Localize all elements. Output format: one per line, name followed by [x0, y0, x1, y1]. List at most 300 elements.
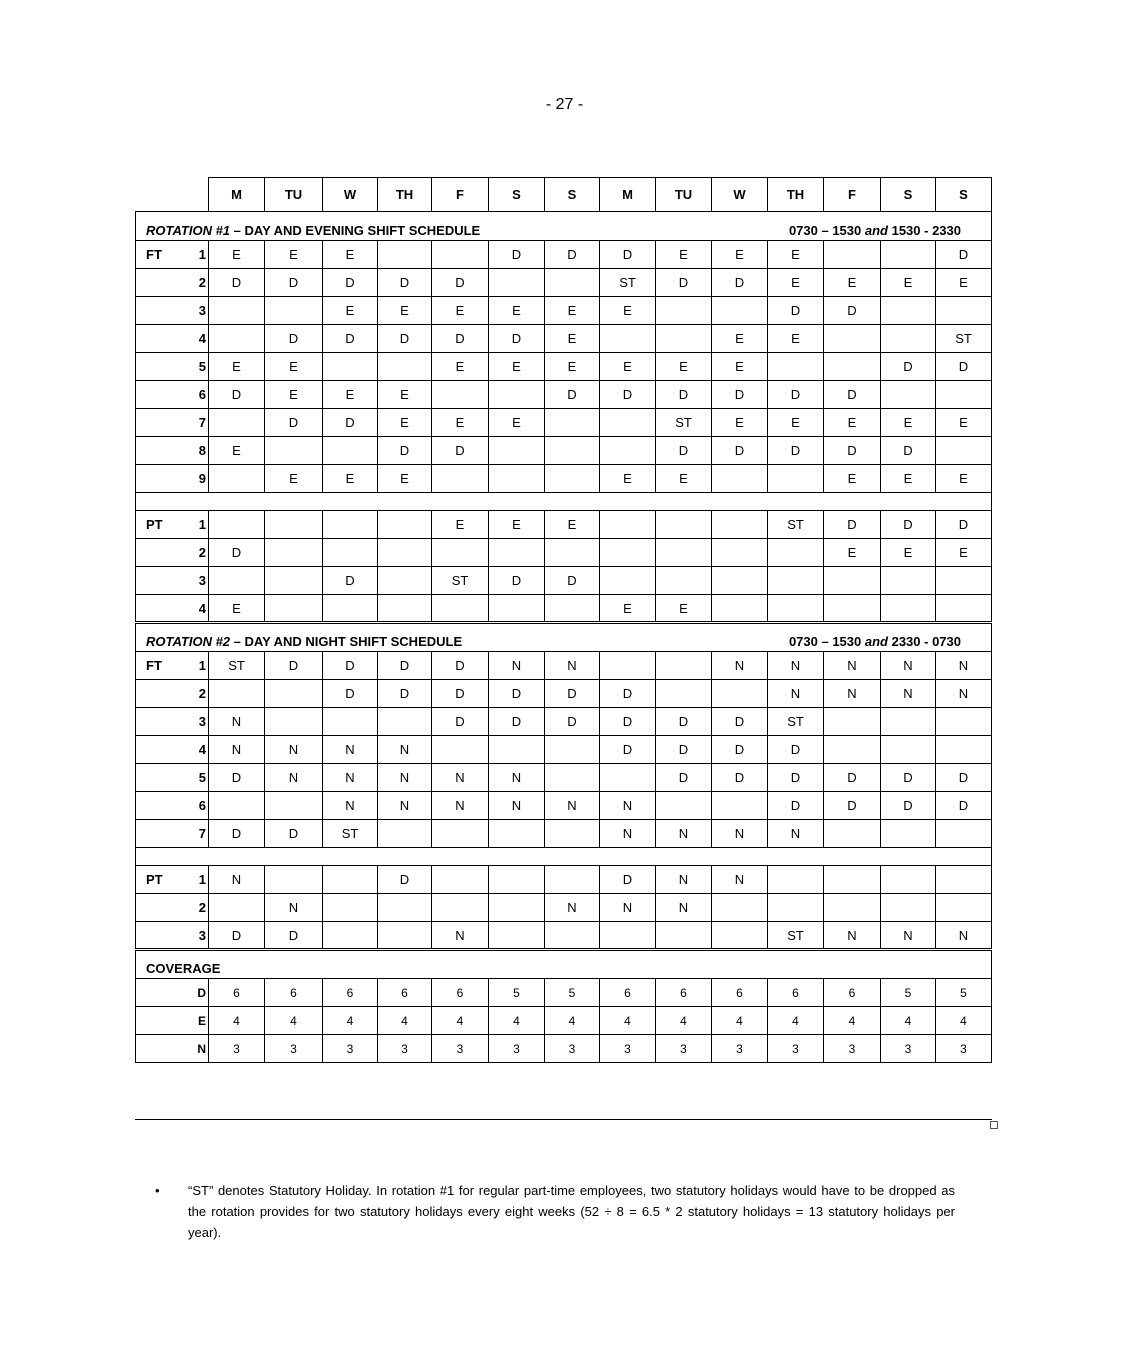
shift-cell: N: [209, 736, 265, 764]
coverage-cell: 6: [712, 979, 768, 1007]
shift-cell: ST: [209, 652, 265, 680]
shift-cell: [323, 595, 378, 623]
shift-cell: D: [209, 922, 265, 950]
shift-cell: [265, 792, 323, 820]
shift-cell: [656, 539, 712, 567]
footnote: [155, 1180, 955, 1243]
shift-cell: [209, 680, 265, 708]
shift-cell: E: [712, 325, 768, 353]
shift-cell: [824, 736, 881, 764]
shift-cell: E: [881, 269, 936, 297]
shift-cell: E: [600, 595, 656, 623]
coverage-cell: 6: [768, 979, 824, 1007]
row-number: 8: [198, 443, 206, 458]
shift-cell: [768, 353, 824, 381]
schedule-row: [136, 437, 992, 465]
shift-cell: E: [656, 465, 712, 493]
shift-cell: [656, 567, 712, 595]
coverage-cell: 4: [265, 1007, 323, 1035]
footnote-text: “ST” denotes Statutory Holiday. In rotation #1 for regular part-time employees, two statutory holidays would have to be dropped as the rotation provides for two statutory holidays every eight weeks (52 ÷ 8 = 6.5 * 2 statutory holidays = 13 statutory holidays per year).: [188, 1183, 955, 1240]
group-label: PT: [146, 872, 163, 887]
coverage-cell: 3: [209, 1035, 265, 1063]
day-header: TH: [768, 178, 824, 212]
shift-cell: [378, 511, 432, 539]
shift-cell: D: [768, 792, 824, 820]
row-label: [136, 764, 209, 792]
shift-cell: [489, 465, 545, 493]
shift-cell: D: [824, 511, 881, 539]
shift-cell: N: [712, 866, 768, 894]
shift-cell: ST: [432, 567, 489, 595]
row-number: 3: [198, 714, 206, 729]
shift-cell: E: [656, 595, 712, 623]
coverage-cell: 4: [432, 1007, 489, 1035]
shift-cell: [545, 922, 600, 950]
shift-cell: [432, 866, 489, 894]
coverage-cell: 6: [209, 979, 265, 1007]
shift-cell: [824, 241, 881, 269]
shift-cell: [489, 595, 545, 623]
shift-cell: N: [936, 680, 992, 708]
shift-cell: E: [545, 297, 600, 325]
row-number: 5: [198, 359, 206, 374]
shift-cell: N: [656, 820, 712, 848]
coverage-cell: 3: [656, 1035, 712, 1063]
shift-cell: [768, 866, 824, 894]
shift-cell: [489, 922, 545, 950]
shift-cell: D: [265, 652, 323, 680]
coverage-title-row: [136, 950, 992, 979]
shift-cell: E: [323, 465, 378, 493]
coverage-cell: 6: [432, 979, 489, 1007]
shift-cell: [265, 595, 323, 623]
day-header: TU: [265, 178, 323, 212]
shift-cell: [936, 595, 992, 623]
shift-cell: [881, 820, 936, 848]
shift-cell: [432, 820, 489, 848]
shift-cell: E: [656, 353, 712, 381]
shift-cell: E: [881, 409, 936, 437]
row-label: [136, 1007, 209, 1035]
coverage-cell: 4: [545, 1007, 600, 1035]
coverage-cell: 4: [768, 1007, 824, 1035]
shift-cell: [824, 567, 881, 595]
shift-cell: [323, 708, 378, 736]
hours-start: 0730 – 1530: [788, 634, 865, 649]
shift-cell: [545, 866, 600, 894]
coverage-cell: 3: [712, 1035, 768, 1063]
shift-cell: E: [265, 381, 323, 409]
shift-cell: N: [432, 792, 489, 820]
row-label: [136, 511, 209, 539]
shift-cell: D: [378, 269, 432, 297]
shift-cell: [209, 297, 265, 325]
shift-cell: N: [545, 792, 600, 820]
shift-cell: N: [712, 820, 768, 848]
shift-cell: [936, 437, 992, 465]
row-number: 4: [198, 742, 206, 757]
shift-cell: D: [768, 297, 824, 325]
day-header: S: [489, 178, 545, 212]
shift-cell: [936, 894, 992, 922]
row-label: [136, 1035, 209, 1063]
shift-cell: D: [489, 680, 545, 708]
shift-cell: D: [936, 241, 992, 269]
shift-cell: N: [432, 922, 489, 950]
shift-cell: [545, 539, 600, 567]
shift-cell: [209, 465, 265, 493]
shift-cell: D: [378, 866, 432, 894]
shift-cell: D: [881, 511, 936, 539]
hours-and: and: [864, 634, 888, 649]
shift-cell: E: [489, 297, 545, 325]
shift-cell: D: [824, 297, 881, 325]
rotation-hours: [789, 634, 961, 649]
shift-cell: N: [378, 764, 432, 792]
shift-cell: D: [209, 820, 265, 848]
row-label: [136, 353, 209, 381]
coverage-cell: 6: [378, 979, 432, 1007]
shift-cell: [545, 409, 600, 437]
shift-cell: [378, 567, 432, 595]
shift-cell: D: [489, 325, 545, 353]
shift-cell: ST: [768, 511, 824, 539]
shift-cell: [936, 866, 992, 894]
shift-cell: D: [432, 325, 489, 353]
shift-cell: N: [432, 764, 489, 792]
shift-cell: D: [489, 708, 545, 736]
shift-cell: [824, 353, 881, 381]
shift-cell: N: [881, 922, 936, 950]
shift-cell: N: [489, 652, 545, 680]
shift-cell: [712, 894, 768, 922]
shift-cell: ST: [323, 820, 378, 848]
shift-schedule-table: [135, 177, 992, 1063]
schedule-row: [136, 792, 992, 820]
shift-cell: [881, 297, 936, 325]
row-number: 3: [198, 573, 206, 588]
shift-cell: [323, 866, 378, 894]
row-label: [136, 241, 209, 269]
schedule-row: [136, 922, 992, 950]
shift-cell: N: [323, 736, 378, 764]
shift-cell: [378, 595, 432, 623]
shift-cell: [265, 680, 323, 708]
row-number: 1: [198, 247, 206, 262]
coverage-cell: 6: [265, 979, 323, 1007]
shift-cell: [323, 353, 378, 381]
shift-cell: E: [323, 241, 378, 269]
row-label: [136, 539, 209, 567]
row-label: [136, 708, 209, 736]
shift-cell: E: [432, 353, 489, 381]
shift-cell: [489, 437, 545, 465]
row-number: 9: [198, 471, 206, 486]
shift-cell: [209, 567, 265, 595]
shift-cell: E: [432, 297, 489, 325]
coverage-row: [136, 1007, 992, 1035]
shift-cell: E: [712, 241, 768, 269]
shift-cell: [712, 792, 768, 820]
shift-cell: [881, 866, 936, 894]
shift-cell: D: [824, 764, 881, 792]
shift-cell: D: [323, 567, 378, 595]
shift-cell: [881, 708, 936, 736]
shift-cell: D: [768, 381, 824, 409]
shift-cell: E: [936, 465, 992, 493]
shift-cell: [712, 680, 768, 708]
shift-cell: [712, 922, 768, 950]
rotation-label: ROTATION #2: [146, 634, 231, 649]
shift-cell: [432, 736, 489, 764]
shift-cell: E: [489, 511, 545, 539]
shift-cell: N: [489, 792, 545, 820]
shift-cell: D: [323, 680, 378, 708]
shift-cell: N: [881, 680, 936, 708]
shift-cell: [545, 465, 600, 493]
shift-cell: D: [712, 764, 768, 792]
shift-cell: [378, 539, 432, 567]
day-header: S: [545, 178, 600, 212]
row-label: [136, 381, 209, 409]
shift-cell: [489, 894, 545, 922]
coverage-cell: 4: [489, 1007, 545, 1035]
shift-cell: N: [265, 736, 323, 764]
shift-cell: [432, 539, 489, 567]
shift-cell: E: [489, 353, 545, 381]
shift-cell: E: [323, 381, 378, 409]
shift-cell: ST: [600, 269, 656, 297]
coverage-cell: 3: [378, 1035, 432, 1063]
shift-cell: [600, 652, 656, 680]
schedule-row: [136, 353, 992, 381]
coverage-shift: N: [197, 1041, 206, 1056]
shift-cell: N: [936, 652, 992, 680]
shift-cell: D: [489, 567, 545, 595]
shift-cell: D: [712, 269, 768, 297]
shift-cell: N: [209, 708, 265, 736]
hours-end: 2330 - 0730: [887, 634, 961, 649]
row-number: 2: [198, 900, 206, 915]
shift-cell: [545, 437, 600, 465]
shift-cell: N: [600, 792, 656, 820]
row-number: 2: [198, 686, 206, 701]
schedule-row: [136, 409, 992, 437]
shift-cell: E: [545, 353, 600, 381]
row-label: [136, 680, 209, 708]
shift-cell: D: [432, 680, 489, 708]
shift-cell: [432, 241, 489, 269]
shift-cell: [656, 652, 712, 680]
shift-cell: E: [545, 325, 600, 353]
shift-cell: E: [600, 297, 656, 325]
shift-cell: [881, 241, 936, 269]
shift-cell: [209, 894, 265, 922]
shift-cell: D: [600, 736, 656, 764]
row-label: [136, 652, 209, 680]
coverage-cell: 3: [265, 1035, 323, 1063]
shift-cell: [600, 409, 656, 437]
shift-cell: [881, 325, 936, 353]
schedule-row: [136, 820, 992, 848]
shift-cell: D: [378, 680, 432, 708]
shift-cell: N: [545, 894, 600, 922]
shift-cell: E: [768, 409, 824, 437]
shift-cell: D: [824, 437, 881, 465]
row-number: 6: [198, 798, 206, 813]
shift-cell: D: [209, 539, 265, 567]
row-label: [136, 437, 209, 465]
day-header-row: [136, 178, 992, 212]
row-number: 7: [198, 415, 206, 430]
hours-and: and: [864, 223, 888, 238]
shift-cell: E: [824, 269, 881, 297]
shift-cell: D: [881, 353, 936, 381]
shift-cell: E: [824, 409, 881, 437]
shift-cell: [768, 567, 824, 595]
row-number: 4: [198, 600, 206, 616]
shift-cell: E: [378, 297, 432, 325]
group-label: PT: [146, 517, 163, 532]
shift-cell: N: [600, 894, 656, 922]
shift-cell: E: [209, 241, 265, 269]
schedule-row: [136, 567, 992, 595]
shift-cell: D: [378, 325, 432, 353]
row-label: [136, 595, 209, 623]
row-number: 5: [198, 770, 206, 785]
shift-cell: E: [209, 437, 265, 465]
shift-cell: D: [489, 241, 545, 269]
day-header: S: [936, 178, 992, 212]
shift-cell: [824, 820, 881, 848]
shift-cell: D: [712, 437, 768, 465]
shift-cell: [323, 922, 378, 950]
shift-cell: [881, 567, 936, 595]
shift-cell: [378, 820, 432, 848]
shift-cell: [768, 539, 824, 567]
shift-cell: [656, 297, 712, 325]
coverage-cell: 5: [545, 979, 600, 1007]
shift-cell: E: [209, 353, 265, 381]
shift-cell: D: [209, 381, 265, 409]
coverage-cell: 4: [936, 1007, 992, 1035]
shift-cell: D: [881, 792, 936, 820]
row-label: [136, 325, 209, 353]
shift-cell: E: [489, 409, 545, 437]
schedule-row: [136, 680, 992, 708]
shift-cell: [378, 708, 432, 736]
shift-cell: D: [545, 708, 600, 736]
shift-cell: N: [209, 866, 265, 894]
shift-cell: D: [600, 381, 656, 409]
day-header: TU: [656, 178, 712, 212]
schedule-row: [136, 465, 992, 493]
shift-cell: [656, 511, 712, 539]
shift-cell: [489, 539, 545, 567]
shift-cell: [323, 437, 378, 465]
shift-cell: E: [936, 539, 992, 567]
shift-cell: [600, 437, 656, 465]
shift-cell: D: [936, 511, 992, 539]
schedule-row: [136, 269, 992, 297]
shift-cell: D: [378, 437, 432, 465]
shift-cell: [824, 866, 881, 894]
shift-cell: N: [881, 652, 936, 680]
coverage-cell: 3: [545, 1035, 600, 1063]
schedule-row: [136, 241, 992, 269]
row-label: [136, 409, 209, 437]
row-label: [136, 465, 209, 493]
shift-cell: N: [656, 894, 712, 922]
shift-cell: E: [881, 539, 936, 567]
row-label: [136, 269, 209, 297]
shift-cell: [824, 595, 881, 623]
shift-cell: [936, 381, 992, 409]
shift-cell: [323, 511, 378, 539]
shift-cell: [489, 269, 545, 297]
coverage-cell: 3: [489, 1035, 545, 1063]
row-number: 2: [198, 545, 206, 560]
shift-cell: [265, 567, 323, 595]
coverage-row: [136, 979, 992, 1007]
shift-cell: D: [545, 381, 600, 409]
shift-cell: [265, 866, 323, 894]
shift-cell: E: [600, 353, 656, 381]
coverage-cell: 6: [824, 979, 881, 1007]
shift-cell: E: [432, 511, 489, 539]
hours-start: 0730 – 1530: [788, 223, 865, 238]
shift-cell: [824, 708, 881, 736]
shift-cell: D: [656, 764, 712, 792]
shift-cell: D: [936, 764, 992, 792]
row-number: 3: [198, 303, 206, 318]
shift-cell: N: [936, 922, 992, 950]
shift-cell: [265, 539, 323, 567]
row-number: 1: [198, 658, 206, 673]
shift-cell: ST: [768, 922, 824, 950]
group-label: FT: [146, 247, 162, 262]
shift-cell: E: [881, 465, 936, 493]
coverage-cell: 4: [323, 1007, 378, 1035]
coverage-cell: 3: [881, 1035, 936, 1063]
shift-cell: D: [881, 437, 936, 465]
shift-cell: D: [432, 652, 489, 680]
group-label: FT: [146, 658, 162, 673]
day-header: TH: [378, 178, 432, 212]
shift-cell: N: [656, 866, 712, 894]
shift-cell: D: [768, 736, 824, 764]
shift-cell: [936, 736, 992, 764]
shift-cell: D: [600, 866, 656, 894]
shift-cell: [489, 381, 545, 409]
coverage-cell: 4: [600, 1007, 656, 1035]
coverage-cell: 3: [768, 1035, 824, 1063]
shift-cell: E: [712, 409, 768, 437]
schedule-row: [136, 708, 992, 736]
shift-cell: N: [489, 764, 545, 792]
shift-cell: [600, 764, 656, 792]
shift-cell: [656, 325, 712, 353]
shift-cell: D: [824, 381, 881, 409]
shift-cell: N: [768, 652, 824, 680]
shift-cell: [768, 595, 824, 623]
schedule-row: [136, 539, 992, 567]
coverage-cell: 3: [600, 1035, 656, 1063]
schedule-row: [136, 511, 992, 539]
shift-cell: N: [824, 680, 881, 708]
shift-cell: N: [265, 894, 323, 922]
shift-cell: [545, 820, 600, 848]
